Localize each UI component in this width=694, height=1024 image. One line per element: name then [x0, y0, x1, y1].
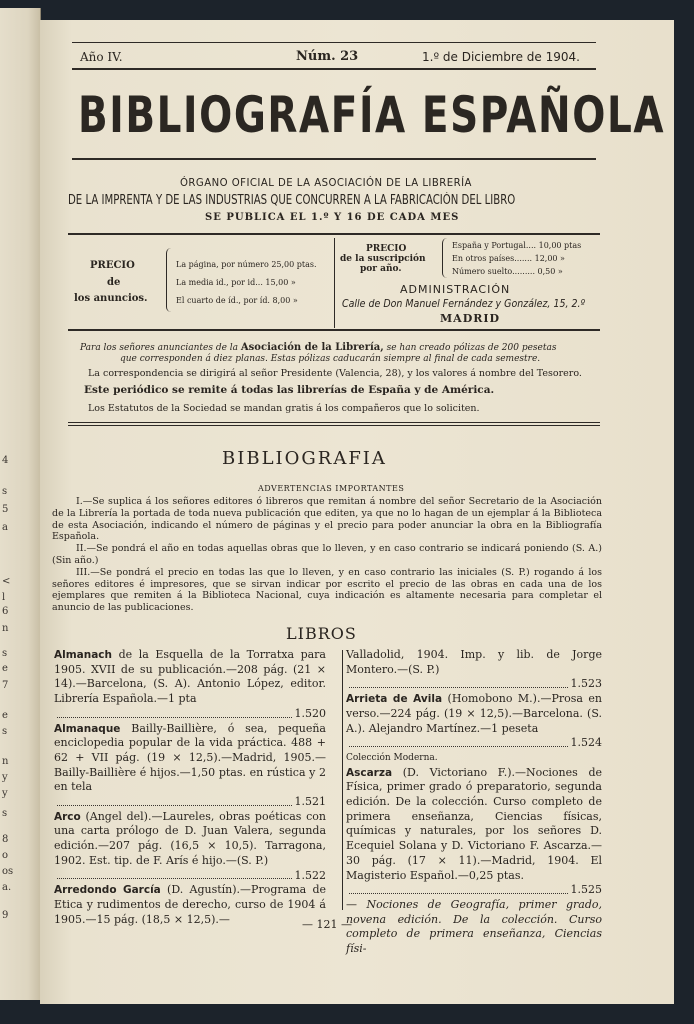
notice-line-1: Para los señores anunciantes de la Asociación de la Librería, se han creado pólizas de 200 pesetas	[80, 342, 557, 353]
header-rule	[72, 68, 596, 70]
ads-brace	[166, 248, 171, 312]
subscription-label-3: por año.	[360, 264, 402, 274]
top-rule	[72, 42, 596, 43]
book-entry: Arrieta de Avila (Homobono M.).—Prosa en verso.—224 pág. (19 × 12,5).—Barcelona. (S. A.). Alejandro Martínez.—1 peseta	[346, 692, 603, 735]
advertencia-1: I.—Se suplica á los señores editores ó libreros que remitan á nombre del señor Secretario de la Asociación de la Librería la portada de toda nueva publicación que editen, ya que no lo hagan de un ejemplar á la Biblioteca de esta Asociación, indicando el número de páginas y el precio para poder anunciar la obra en la Bibliografía Española.	[52, 496, 602, 543]
subscription-row: Número suelto......... 0,50 »	[452, 267, 563, 276]
book-entry: Ascarza (D. Victoriano F.).—Nociones de Física, primer grado ó preparatorio, segunda edición. De la colección. Curso completo de primera enseñanza, Ciencias físicas, químicas y naturales, por los señores D. Ecequiel Solana y D. Victoriano F. Ascarza.—30 pág. (17 × 11).—Madrid, 1904. El Magisterio Español.—0,25 ptas.	[346, 765, 602, 882]
book-entry: Almanaque Bailly-Baillière, ó sea, pequeña enciclopedia popular de la vida práctica. 488 + 62 + VII pág. (19 × 12,5).—Madrid, 1905.—Bailly-Baillière é hijos.—1,50 ptas. en rústica y 2 en tela	[54, 721, 326, 794]
margin-fragment: 7	[2, 680, 9, 691]
ads-row: La media id., por id... 15,00 »	[176, 278, 296, 287]
price-box-bottom-rule	[68, 329, 600, 331]
margin-fragment: os	[2, 866, 14, 877]
collection-note: Colección Moderna.	[346, 752, 438, 763]
masthead-title: BIBLIOGRAFÍA ESPAÑOLA	[78, 86, 666, 144]
advertencia-2: II.—Se pondrá el año en todas aquellas obras que lo lleven, y en caso contrario se indicará poniendo (S. A.) (Sin año.)	[52, 543, 602, 566]
margin-fragment: n	[2, 756, 9, 767]
page-number: — 121 —	[302, 918, 352, 931]
book-entry-price: 1.523	[346, 677, 602, 692]
year-label: Año IV.	[80, 50, 123, 64]
administration-title: ADMINISTRACIÓN	[400, 283, 511, 296]
bibliografia-title: BIBLIOGRAFIA	[222, 448, 387, 469]
ads-row: El cuarto de íd., por íd. 8,00 »	[176, 296, 298, 305]
subtitle-industries: DE LA IMPRENTA Y DE LAS INDUSTRIAS QUE CONCURREN A LA FABRICACIÓN DEL LIBRO	[68, 193, 516, 208]
libros-title: LIBROS	[286, 624, 357, 643]
notice-line-3: La correspondencia se dirigirá al señor Presidente (Valencia, 28), y los valores á nombre del Tesorero.	[88, 368, 582, 379]
subscription-row: En otros países....... 12,00 »	[452, 254, 565, 263]
margin-fragment: n	[2, 623, 9, 634]
advertencias-title: ADVERTENCIAS IMPORTANTES	[258, 484, 405, 493]
subscription-row: España y Portugal.... 10,00 ptas	[452, 241, 582, 250]
margin-fragment: 6	[2, 606, 9, 617]
margin-fragment: 8	[2, 834, 9, 845]
margin-fragment: 9	[2, 910, 9, 921]
ads-label-3: los anuncios.	[74, 293, 148, 304]
subscription-label-2: de la suscripción	[340, 254, 426, 264]
margin-fragment: l	[2, 592, 6, 603]
libros-right-column	[346, 648, 602, 957]
facing-page-edge	[0, 8, 41, 1000]
margin-fragment: 5	[2, 504, 9, 515]
price-box-divider	[334, 238, 335, 328]
notice-line-5: Los Estatutos de la Sociedad se mandan gratis á los compañeros que lo soliciten.	[88, 403, 480, 414]
margin-fragment: e	[2, 663, 8, 674]
margin-fragment: s	[2, 808, 8, 819]
book-entry: Arredondo García (D. Agustín).—Programa de Etica y rudimentos de derecho, curso de 1904 á 1905.—15 pág. (18,5 × 12,5).—	[54, 883, 327, 926]
subscription-label-1: PRECIO	[366, 244, 407, 254]
notice-line-2: que corresponden á diez planas. Estas pólizas caducarán siempre al final de cada semestre.	[120, 354, 541, 364]
margin-fragment: a.	[2, 882, 12, 893]
book-entry-price: 1.520	[54, 707, 326, 722]
ads-label-2: de	[107, 277, 121, 288]
issue-date: 1.º de Diciembre de 1904.	[422, 50, 580, 64]
book-entry: Valladolid, 1904. Imp. y lib. de Jorge Montero.—(S. P.)	[346, 648, 602, 676]
publication-schedule: SE PUBLICA EL 1.º Y 16 DE CADA MES	[205, 212, 460, 223]
margin-fragment: y	[2, 772, 8, 783]
margin-fragment: s	[2, 648, 8, 659]
notice-line-4: Este periódico se remite á todas las librerías de España y de América.	[84, 384, 495, 396]
masthead-rule	[72, 158, 596, 160]
margin-fragment: y	[2, 788, 8, 799]
notice-rule-1	[68, 422, 600, 423]
journal-page	[40, 20, 674, 1004]
book-entry-price: 1.524	[346, 736, 602, 751]
book-entry: Arco (Angel del).—Laureles, obras poéticas con una carta prólogo de D. Juan Valera, segunda edición.—207 pág. (16,5 × 10,5). Tarragona, 1902. Est. tip. de F. Arís é hijo.—(S. P.)	[54, 809, 326, 867]
margin-fragment: e	[2, 710, 8, 721]
subscription-brace	[442, 238, 447, 278]
subtitle-official: ÓRGANO OFICIAL DE LA ASOCIACIÓN DE LA LIBRERÍA	[180, 176, 472, 189]
column-divider	[342, 650, 343, 910]
advertencias-text	[52, 496, 602, 614]
notice-rule-2	[68, 425, 600, 426]
margin-fragment: 4	[2, 455, 9, 466]
book-entry: — Nociones de Geografía, primer grado, novena edición. De la colección. Curso completo de primera enseñanza, Ciencias físi-	[346, 897, 602, 956]
margin-fragment: s	[2, 486, 8, 497]
book-entry-price: 1.525	[346, 883, 602, 898]
administration-city: MADRID	[440, 312, 501, 325]
margin-fragment: a	[2, 522, 8, 533]
margin-fragment: s	[2, 726, 8, 737]
libros-left-column	[54, 648, 326, 927]
advertencia-3: III.—Se pondrá el precio en todas las que lo lleven, y en caso contrario las iniciales (S. P.) rogando á los señores editores é impresores, que se sirvan indicar por escrito el precio de las obras en cada una de los ejemplares que remiten á la Biblioteca Nacional, cuya indicación es altamente necesaria para completar el anuncio de las publicaciones.	[52, 566, 602, 614]
ads-row: La página, por número 25,00 ptas.	[176, 260, 317, 269]
ads-label-1: PRECIO	[90, 260, 135, 271]
issue-number: Núm. 23	[296, 49, 359, 64]
book-entry: Almanach de la Esquella de la Torratxa para 1905. XVII de su publicación.—208 pág. (21 × 14).—Barcelona, (S. A). Antonio López, editor. Librería Española.—1 pta	[54, 648, 326, 706]
margin-fragment: o	[2, 850, 9, 861]
margin-fragment: <	[2, 576, 11, 587]
book-entry-price: 1.522	[54, 869, 326, 884]
book-entry-price: 1.521	[54, 795, 326, 810]
price-box-top-rule	[68, 233, 600, 235]
administration-address: Calle de Don Manuel Fernández y González, 15, 2.º	[342, 297, 585, 310]
